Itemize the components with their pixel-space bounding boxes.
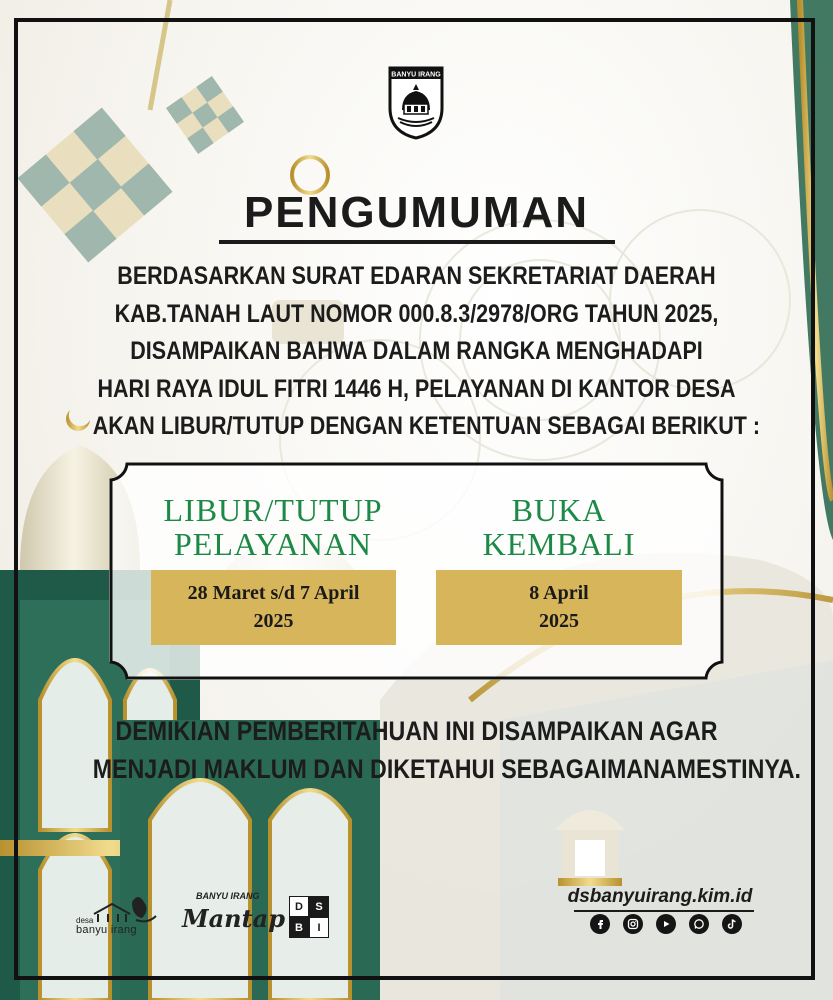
dsbi-letter: S — [309, 896, 329, 917]
dsbi-letter: D — [289, 896, 309, 917]
reopen-heading-line: BUKA — [511, 492, 607, 528]
desa-label: desa — [76, 916, 94, 925]
closing-line: MENJADI MAKLUM DAN DIKETAHUI SEBAGAIMANAMESTINYA. — [92, 754, 801, 784]
website-underline — [574, 910, 754, 912]
page-title: PENGUMUMAN — [243, 188, 590, 237]
dsbi-letter: I — [309, 917, 329, 938]
desa-name: banyu irang — [76, 924, 137, 936]
whatsapp-icon[interactable] — [689, 914, 709, 934]
facebook-icon[interactable] — [590, 914, 610, 934]
intro-line: HARI RAYA IDUL FITRI 1446 H, PELAYANAN DI KANTOR DESA — [97, 374, 736, 403]
reopen-date-badge — [436, 570, 682, 645]
intro-line: KAB.TANAH LAUT NOMOR 000.8.3/2978/ORG TAHUN 2025, — [114, 299, 719, 328]
intro-line: AKAN LIBUR/TUTUP DENGAN KETENTUAN SEBAGAI BERIKUT : — [92, 412, 761, 440]
dsbi-logo — [289, 896, 329, 938]
reopen-date-year: 2025 — [539, 610, 579, 632]
dsbi-letter: B — [289, 917, 309, 938]
banyu-irang-logo — [386, 58, 446, 140]
reopen-heading-line: KEMBALI — [482, 526, 636, 562]
mantap-logo-text: Mantap — [182, 904, 285, 933]
closed-date-badge — [151, 570, 396, 645]
youtube-icon[interactable] — [656, 914, 676, 934]
logo-text: BANYU IRANG — [391, 71, 441, 79]
closed-date-range: 28 Maret s/d 7 April — [187, 582, 360, 604]
social-icons — [590, 914, 750, 936]
intro-line: DISAMPAIKAN BAHWA DALAM RANGKA MENGHADAPI — [130, 337, 703, 365]
instagram-icon[interactable] — [623, 914, 643, 934]
reopen-date: 8 April — [529, 582, 589, 604]
reopen-heading — [436, 493, 682, 561]
announcement-body — [92, 258, 761, 446]
website-link[interactable]: dsbanyuirang.kim.id — [567, 886, 753, 907]
closed-date-year: 2025 — [253, 610, 294, 632]
closed-heading-line: LIBUR/TUTUP — [163, 492, 383, 528]
closing-line: DEMIKIAN PEMBERITAHUAN INI DISAMPAIKAN AGAR — [115, 716, 718, 746]
mantap-top-text: BANYU IRANG — [196, 891, 260, 901]
closed-heading-line: PELAYANAN — [173, 526, 373, 562]
title-underline — [219, 240, 615, 244]
intro-line: BERDASARKAN SURAT EDARAN SEKRETARIAT DAERAH — [117, 262, 716, 290]
closed-heading — [150, 493, 396, 561]
tiktok-icon[interactable] — [722, 914, 742, 934]
closing-statement — [92, 712, 801, 788]
